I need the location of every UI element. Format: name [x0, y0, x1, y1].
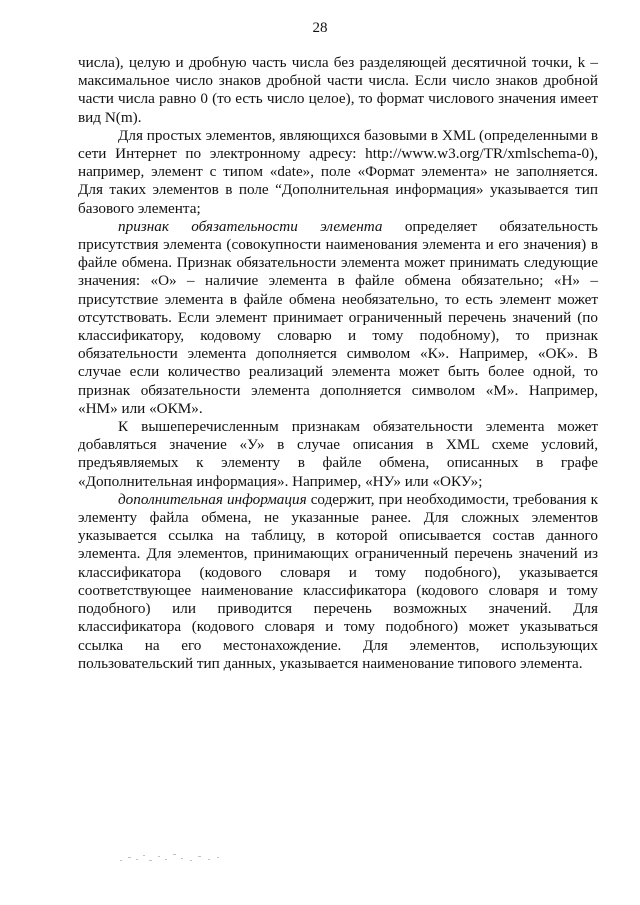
text-line: максимальное число знаков дробной части числа. Если число знаков дробной: [78, 72, 598, 90]
body-text: [78, 54, 598, 673]
text-line: файле обмена. Признак обязательности элемента может принимать следующие: [78, 254, 598, 272]
text-line: «НМ» или «ОКМ».: [78, 399, 203, 417]
text-line: сети Интернет по электронному адресу: http://www.w3.org/TR/xmlschema-0),: [78, 145, 598, 163]
text-line: например, элемент с типом «date», поле «Формат элемента» не заполняется.: [78, 163, 598, 181]
text-line: элементу файла обмена, не указанные ранее. Для сложных элементов: [78, 509, 598, 527]
text-line: вид N(m).: [78, 108, 142, 126]
text-line: [78, 491, 598, 509]
scan-smudge: [118, 851, 228, 865]
text-line: указывается ссылка на таблицу, в которой описывается состав данного: [78, 527, 598, 545]
text-line: Для таких элементов в поле “Дополнительная информация» указывается тип: [78, 181, 598, 199]
text-line: части числа равно 0 (то есть число целое), то формат числового значения имеет: [78, 90, 598, 108]
line-text: содержит, при необходимости, требования к: [306, 490, 598, 508]
text-line: соответствующее наименование классификатора (кодового словаря и тому: [78, 581, 598, 599]
text-line: классификатора (кодового словаря и тому подобного), указывается: [78, 563, 598, 581]
text-line: случае если количество реализаций элемента может быть более одной, то: [78, 363, 598, 381]
text-line: подобного) или приводится перечень возможных значений. Для: [78, 600, 598, 618]
text-line: Для простых элементов, являющихся базовыми в XML (определенными в: [118, 126, 598, 144]
text-line: значения: «О» – наличие элемента в файле обмена обязательно; «Н» –: [78, 272, 598, 290]
text-line: числа), целую и дробную часть числа без разделяющей десятичной точки, k –: [78, 54, 598, 71]
text-line: классификатора (кодового словаря и тому подобного) может указываться: [78, 618, 598, 636]
text-line: добавляться значение «У» в случае описания в XML схеме условий,: [78, 436, 598, 454]
text-line: признак обязательности элемента дополняется символом «М». Например,: [78, 381, 598, 399]
text-line: отсутствовать. Если элемент принимает ограниченный перечень значений (по: [78, 308, 598, 326]
text-line: элемента. Для элементов, принимающих ограниченный перечень значений из: [78, 545, 598, 563]
text-line: присутствие элемента в файле обмена необязательно, то есть элемент может: [78, 290, 598, 308]
text-line: присутствия элемента (совокупности наименования элемента и его значения) в: [78, 236, 598, 254]
italic-term: признак обязательности элемента: [118, 217, 383, 235]
text-line: «Дополнительная информация». Например, «НУ» или «ОКУ»;: [78, 472, 483, 490]
text-line: [78, 218, 598, 236]
text-line: предъявляемых к элементу в файле обмена, описанных в графе: [78, 454, 598, 472]
page-number: 28: [312, 20, 328, 36]
line-text: определяет обязательность: [382, 217, 598, 235]
italic-term: дополнительная информация: [118, 490, 307, 508]
text-line: ссылка на его местонахождение. Для элементов, использующих: [78, 636, 598, 654]
text-line: пользовательский тип данных, указывается наименование типового элемента.: [78, 654, 583, 672]
text-line: классификатору, кодовому словарю и тому подобному), то признак: [78, 327, 598, 345]
text-line: обязательности элемента дополняется символом «К». Например, «ОК». В: [78, 345, 598, 363]
text-line: К вышеперечисленным признакам обязательности элемента может: [118, 418, 598, 436]
text-line: базового элемента;: [78, 199, 201, 217]
